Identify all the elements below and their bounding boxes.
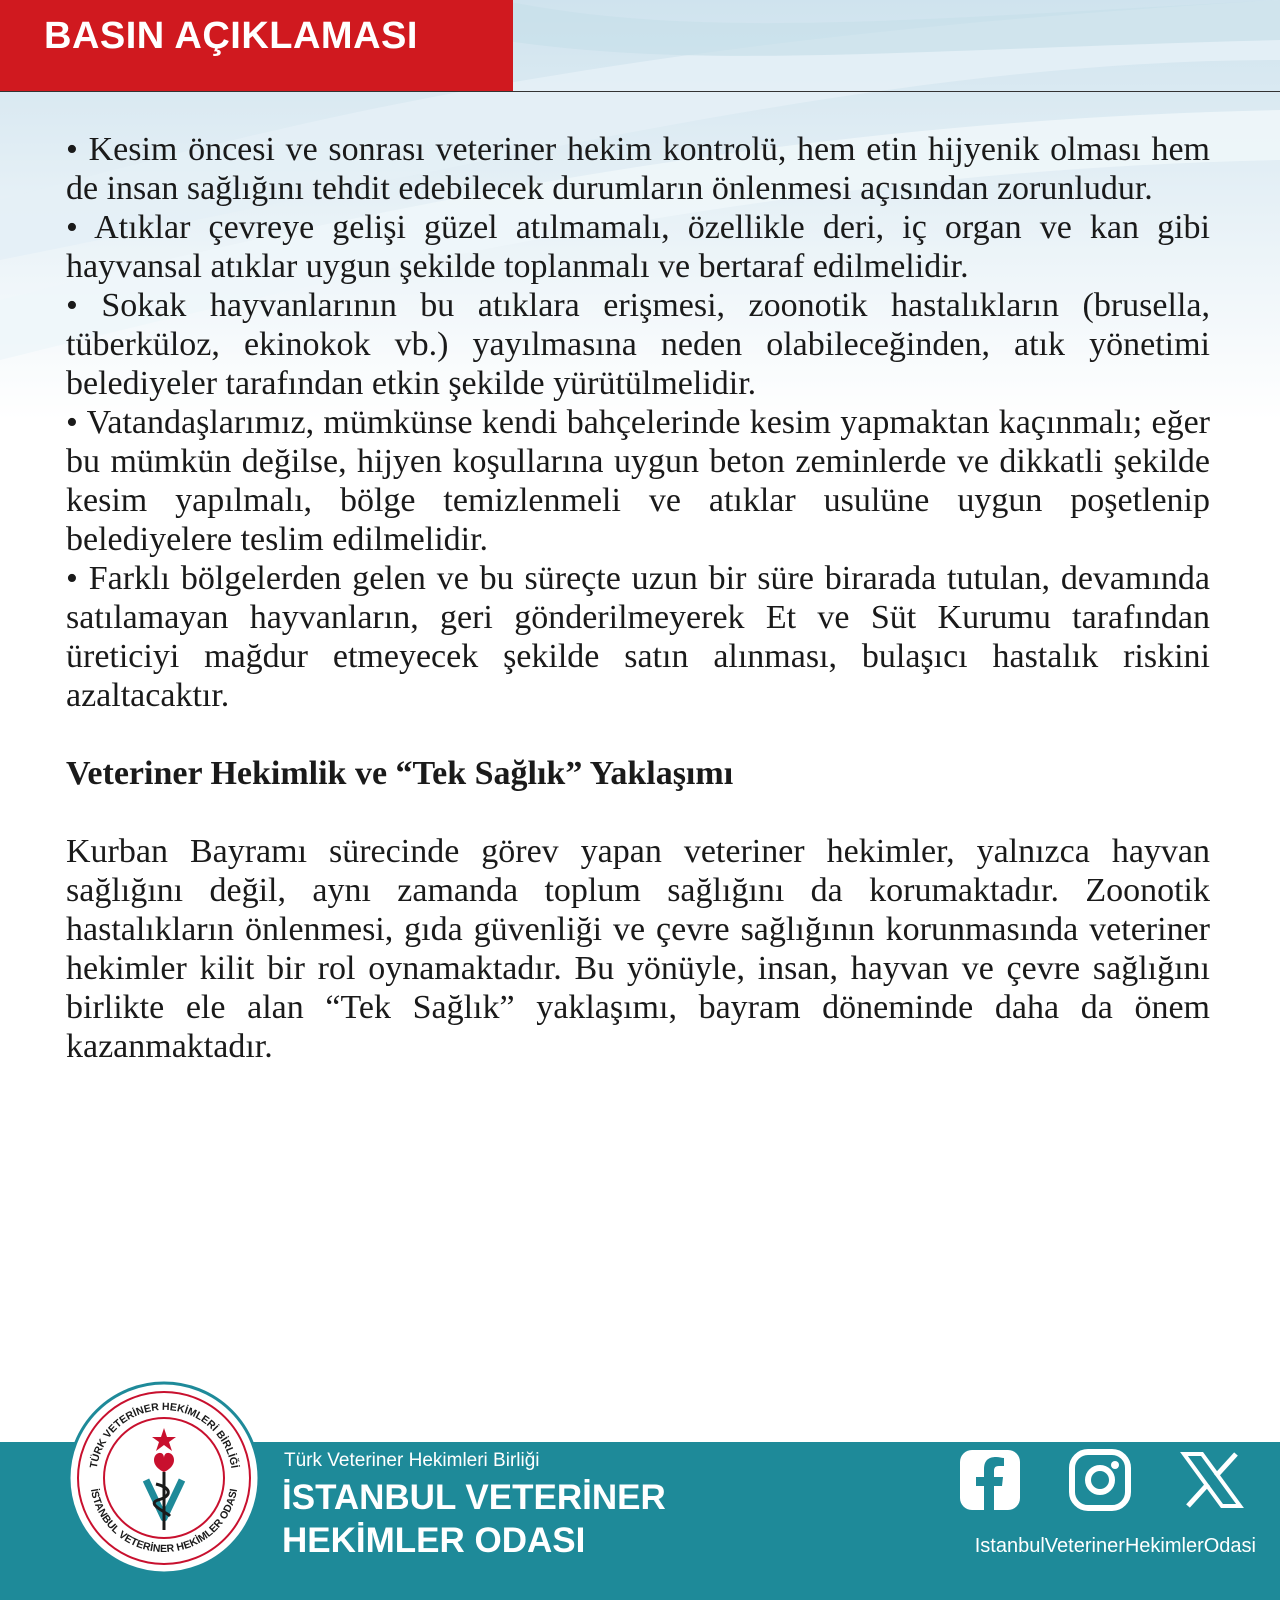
org-logo [66,1380,262,1576]
bullet-paragraph: • Farklı bölgelerden gelen ve bu süreçte uzun bir süre birarada tutulan, devamında satılamayan hayvanların, geri gönderilmeyerek Et ve Süt Kurumu tarafından üreticiyi mağdur etmeyecek şekilde satın alınması, bulaşıcı hastalık riskini azaltacaktır. [66,560,1210,714]
instagram-icon[interactable] [1068,1448,1132,1512]
bullet-paragraph: • Vatandaşlarımız, mümkünse kendi bahçelerinde kesim yapmaktan kaçınmalı; eğer bu mümkün değilse, hijyen koşullarına uygun beton zeminlerde ve dikkatli şekilde kesim yapılmalı, bölge temizlenmeli ve atıklar usulüne uygun poşetlenip belediyelere teslim edilmelidir. [66,404,1210,558]
page-title: BASIN AÇIKLAMASI [44,15,418,57]
press-release-banner [0,0,513,92]
org-name [282,1476,666,1562]
facebook-icon[interactable] [958,1448,1022,1512]
social-handle[interactable]: IstanbulVeterinerHekimlerOdasi [974,1535,1256,1557]
bullet-paragraph: • Sokak hayvanlarının bu atıklara erişmesi, zoonotik hastalıkların (brusella, tüberküloz, ekinokok vb.) yayılmasına neden olabileceğinden, atık yönetimi belediyeler tarafından etkin şekilde yürütülmelidir. [66,287,1210,402]
org-name-line: İSTANBUL VETERİNER [282,1478,666,1517]
x-twitter-icon[interactable] [1180,1448,1244,1512]
svg-text:İSTANBUL VETERİNER HEKİMLER OD: İSTANBUL VETERİNER HEKİMLER ODASI [87,1487,241,1556]
bullet-paragraph: • Atıklar çevreye gelişi güzel atılmamalı, özellikle deri, iç organ ve kan gibi hayvansal atıklar uygun şekilde toplanmalı ve bertaraf edilmelidir. [66,209,1210,285]
org-parent-name: Türk Veteriner Hekimleri Birliği [284,1450,540,1471]
section-heading: Veteriner Hekimlik ve “Tek Sağlık” Yaklaşımı [66,755,734,792]
bullet-paragraph: • Kesim öncesi ve sonrası veteriner hekim kontrolü, hem etin hijyenik olması hem de insan sağlığını tehdit edebilecek durumların önlenmesi açısından zorunludur. [66,131,1210,207]
header-divider [0,91,1280,92]
org-name-line: HEKİMLER ODASI [282,1521,586,1560]
section-body: Kurban Bayramı sürecinde görev yapan veteriner hekimler, yalnızca hayvan sağlığını değil, aynı zamanda toplum sağlığını da korumaktadır. Zoonotik hastalıkların önlenmesi, gıda güvenliği ve çevre sağlığının korunmasında veteriner hekimler kilit bir rol oynamaktadır. Bu yönüyle, insan, hayvan ve çevre sağlığını birlikte ele alan “Tek Sağlık” yaklaşımı, bayram döneminde daha da önem kazanmaktadır. [66,833,1210,1065]
svg-text:TÜRK VETERİNER HEKİMLERİ BİRLİ: TÜRK VETERİNER HEKİMLERİ BİRLİĞİ [87,1400,241,1470]
document-body [66,130,1210,1066]
